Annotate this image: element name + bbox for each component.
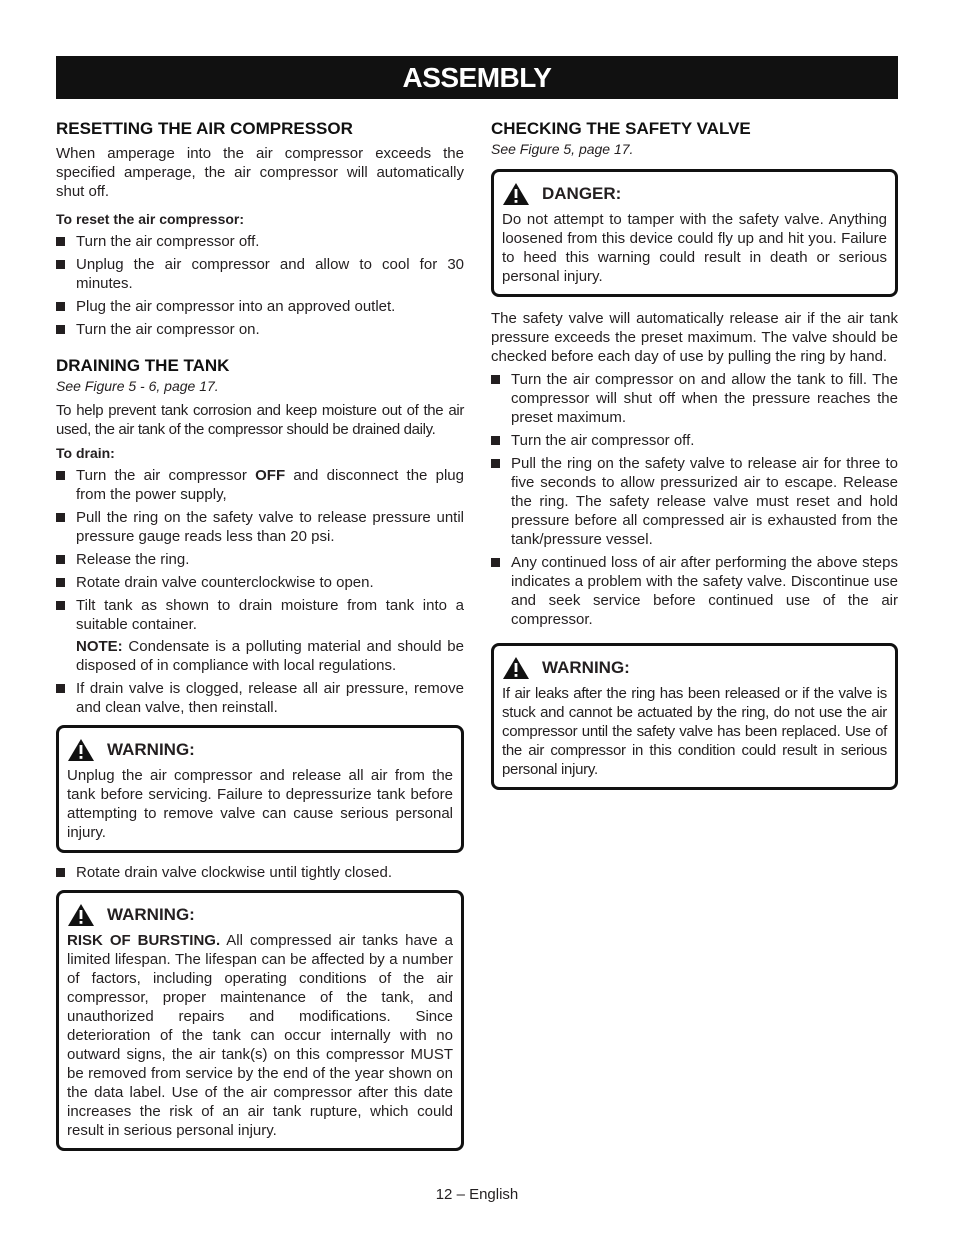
warning-title: WARNING:	[542, 658, 630, 677]
bullet-icon	[491, 459, 500, 468]
warning-box-depressurize	[56, 725, 464, 853]
list-item: If drain valve is clogged, release all air pressure, remove and clean valve, then reinstall.	[56, 679, 464, 717]
bullet-icon	[56, 684, 65, 693]
bullet-icon	[56, 555, 65, 564]
warning-box-air-leak	[491, 643, 898, 790]
safety-valve-figure-ref: See Figure 5, page 17.	[491, 141, 634, 157]
warning-title: WARNING:	[107, 905, 195, 924]
bullet-icon	[56, 237, 65, 246]
bullet-icon	[56, 325, 65, 334]
left-column	[56, 118, 464, 1151]
drain-heading: DRAINING THE TANK	[56, 356, 230, 375]
list-item: Any continued loss of air after performing the above steps indicates a problem with the safety valve. Discontinue use and seek service before continued use of the air compressor.	[491, 553, 898, 629]
warning-triangle-icon	[502, 656, 530, 680]
bullet-icon	[491, 375, 500, 384]
warning-text: RISK OF BURSTING. All compressed air tanks have a limited lifespan. The lifespan can be affected by a number of factors, including operating conditions of the air compressor, proper maintenance of the tank, and unauthorized repairs and modifications. Since deterioration of the tank can occur internally with no outward signs, the air tank(s) on this compressor MUST be removed from service by the end of the year shown on the data label. Use of the air compressor after this date increases the risk of an air tank rupture, which could result in serious personal injury.	[67, 932, 453, 1139]
list-item: Rotate drain valve counterclockwise to open.	[56, 573, 464, 592]
warning-title: WARNING:	[107, 740, 195, 759]
safety-valve-intro: The safety valve will automatically release air if the air tank pressure exceeds the preset maximum. The valve should be checked before each day of use by pulling the ring by hand.	[491, 310, 898, 365]
drain-list	[56, 466, 464, 634]
list-item: Rotate drain valve clockwise until tightly closed.	[56, 863, 464, 882]
drain-note: NOTE: Condensate is a polluting material and should be disposed of in compliance with local regulations.	[76, 638, 464, 674]
list-item: Turn the air compressor on and allow the tank to fill. The compressor will shut off when the pressure reaches the preset maximum.	[491, 370, 898, 427]
danger-title: DANGER:	[542, 184, 622, 203]
danger-text: Do not attempt to tamper with the safety valve. Anything loosened from this device could fly up and hit you. Failure to heed this warning could result in death or serious personal injury.	[502, 211, 887, 285]
bullet-icon	[491, 558, 500, 567]
reset-intro: When amperage into the air compressor exceeds the specified amperage, the air compressor will automatically shut off.	[56, 145, 464, 200]
bullet-icon	[56, 601, 65, 610]
bullet-icon	[491, 436, 500, 445]
drain-intro: To help prevent tank corrosion and keep moisture out of the air used, the air tank of the compressor should be drained daily.	[56, 402, 464, 438]
safety-valve-list	[491, 370, 898, 629]
right-column	[491, 118, 898, 790]
bullet-icon	[56, 513, 65, 522]
reset-subheading: To reset the air compressor:	[56, 211, 245, 227]
reset-heading: RESETTING THE AIR COMPRESSOR	[56, 119, 353, 138]
list-item: Turn the air compressor off.	[56, 232, 464, 251]
warning-triangle-icon	[67, 738, 95, 762]
list-item: Turn the air compressor off.	[491, 431, 898, 450]
list-item: Pull the ring on the safety valve to release air for three to five seconds to allow pressurized air to escape. Release the ring. The safety release valve must reset and hold pressure before all compressed air is exhausted from the tank/pressure vessel.	[491, 454, 898, 549]
safety-valve-heading: CHECKING THE SAFETY VALVE	[491, 119, 751, 138]
list-item: Plug the air compressor into an approved outlet.	[56, 297, 464, 316]
page-banner: ASSEMBLY	[56, 56, 898, 99]
warning-text: If air leaks after the ring has been released or if the valve is stuck and cannot be actuated by the ring, do not use the air compressor until the safety valve has been replaced. Use of the air compressor in this condition could result in serious personal injury.	[502, 685, 887, 778]
danger-box	[491, 169, 898, 297]
bullet-icon	[56, 260, 65, 269]
bullet-icon	[56, 868, 65, 877]
bullet-icon	[56, 302, 65, 311]
warning-text: Unplug the air compressor and release all air from the tank before servicing. Failure to depressurize tank before attempting to remove valve can cause serious personal injury.	[67, 767, 453, 841]
list-item: Unplug the air compressor and allow to cool for 30 minutes.	[56, 255, 464, 293]
bullet-icon	[56, 578, 65, 587]
bullet-icon	[56, 471, 65, 480]
list-item: Turn the air compressor on.	[56, 320, 464, 339]
drain-subheading: To drain:	[56, 445, 115, 461]
page-footer: 12 – English	[435, 1186, 519, 1203]
warning-triangle-icon	[67, 903, 95, 927]
warning-triangle-icon	[502, 182, 530, 206]
list-item: Release the ring.	[56, 550, 464, 569]
warning-box-bursting	[56, 890, 464, 1151]
list-item: Tilt tank as shown to drain moisture from tank into a suitable container.	[56, 596, 464, 634]
list-item: Turn the air compressor OFF and disconnect the plug from the power supply,	[56, 466, 464, 504]
drain-figure-ref: See Figure 5 - 6, page 17.	[56, 378, 219, 394]
reset-list	[56, 232, 464, 339]
list-item: Pull the ring on the safety valve to release pressure until pressure gauge reads less than 20 psi.	[56, 508, 464, 546]
